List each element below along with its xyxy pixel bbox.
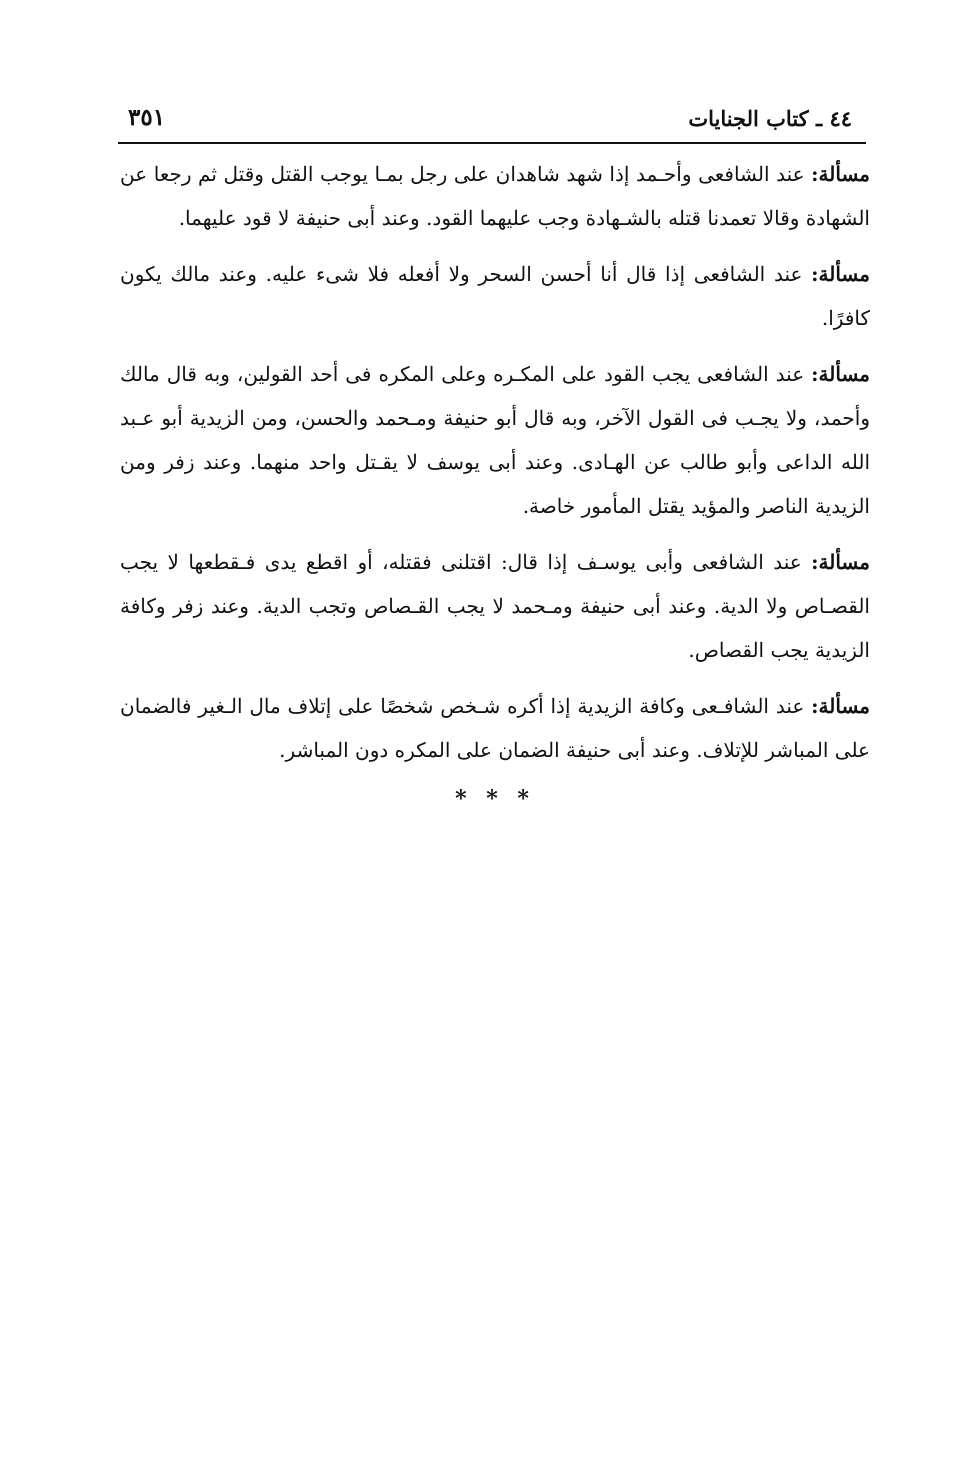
issue-label: مسألة: xyxy=(811,550,870,574)
issue-text: عند الشافعى وأحـمد إذا شهد شاهدان على رجل بمـا يوجب القتل وقتل ثم رجعا عن الشهادة وقالا تعمدنا قتله بالشـهادة وجب عليهما القود. وعند أبى حنيفة لا قود عليهما. xyxy=(120,162,870,230)
issue-label: مسألة: xyxy=(811,162,871,186)
chapter-title: ٤٤ ـ كتاب الجنايات xyxy=(688,106,852,131)
issue-text: عند الشافعى إذا قال أنا أحسن السحر ولا أفعله فلا شىء عليه. وعند مالك يكون كافرًا. xyxy=(120,262,870,330)
issue-paragraph xyxy=(120,152,870,240)
issue-text: عند الشافعى يجب القود على المكـره وعلى المكره فى أحد القولين، وبه قال مالك وأحمد، ولا يجـب فى القول الآخر، وبه قال أبو حنيفة ومـحمد والحسن، ومن الزيدية أبو عـبد الله الداعى وأبو طالب عن الهـادى. وعند أبى يوسف لا يقـتل واحد منهما. وعند زفر ومن الزيدية الناصر والمؤيد يقتل المأمور خاصة. xyxy=(120,362,870,518)
running-header xyxy=(118,104,852,140)
page-number: ٣٥١ xyxy=(128,104,166,131)
issue-text: عند الشافـعى وكافة الزيدية إذا أكره شـخص شخصًا على إتلاف مال الـغير فالضمان على المباشر للإتلاف. وعند أبى حنيفة الضمان على المكره دون المباشر. xyxy=(120,694,870,762)
issue-paragraph xyxy=(120,352,870,528)
issue-label: مسألة: xyxy=(811,262,870,286)
issue-paragraph xyxy=(120,540,870,672)
issue-paragraph xyxy=(120,252,870,340)
issue-text: عند الشافعى وأبى يوسـف إذا قال: اقتلنى فقتله، أو اقطع يدى فـقطعها لا يجب القصـاص ولا الدية. وعند أبى حنيفة ومـحمد لا يجب القـصاص وتجب الدية. وعند زفر وكافة الزيدية يجب القصاص. xyxy=(120,550,870,662)
page-body xyxy=(120,152,870,812)
issue-label: مسألة: xyxy=(811,694,871,718)
issue-paragraph xyxy=(120,684,870,772)
issue-label: مسألة: xyxy=(811,362,871,386)
section-separator: * * * xyxy=(455,786,535,812)
header-divider xyxy=(118,142,866,144)
